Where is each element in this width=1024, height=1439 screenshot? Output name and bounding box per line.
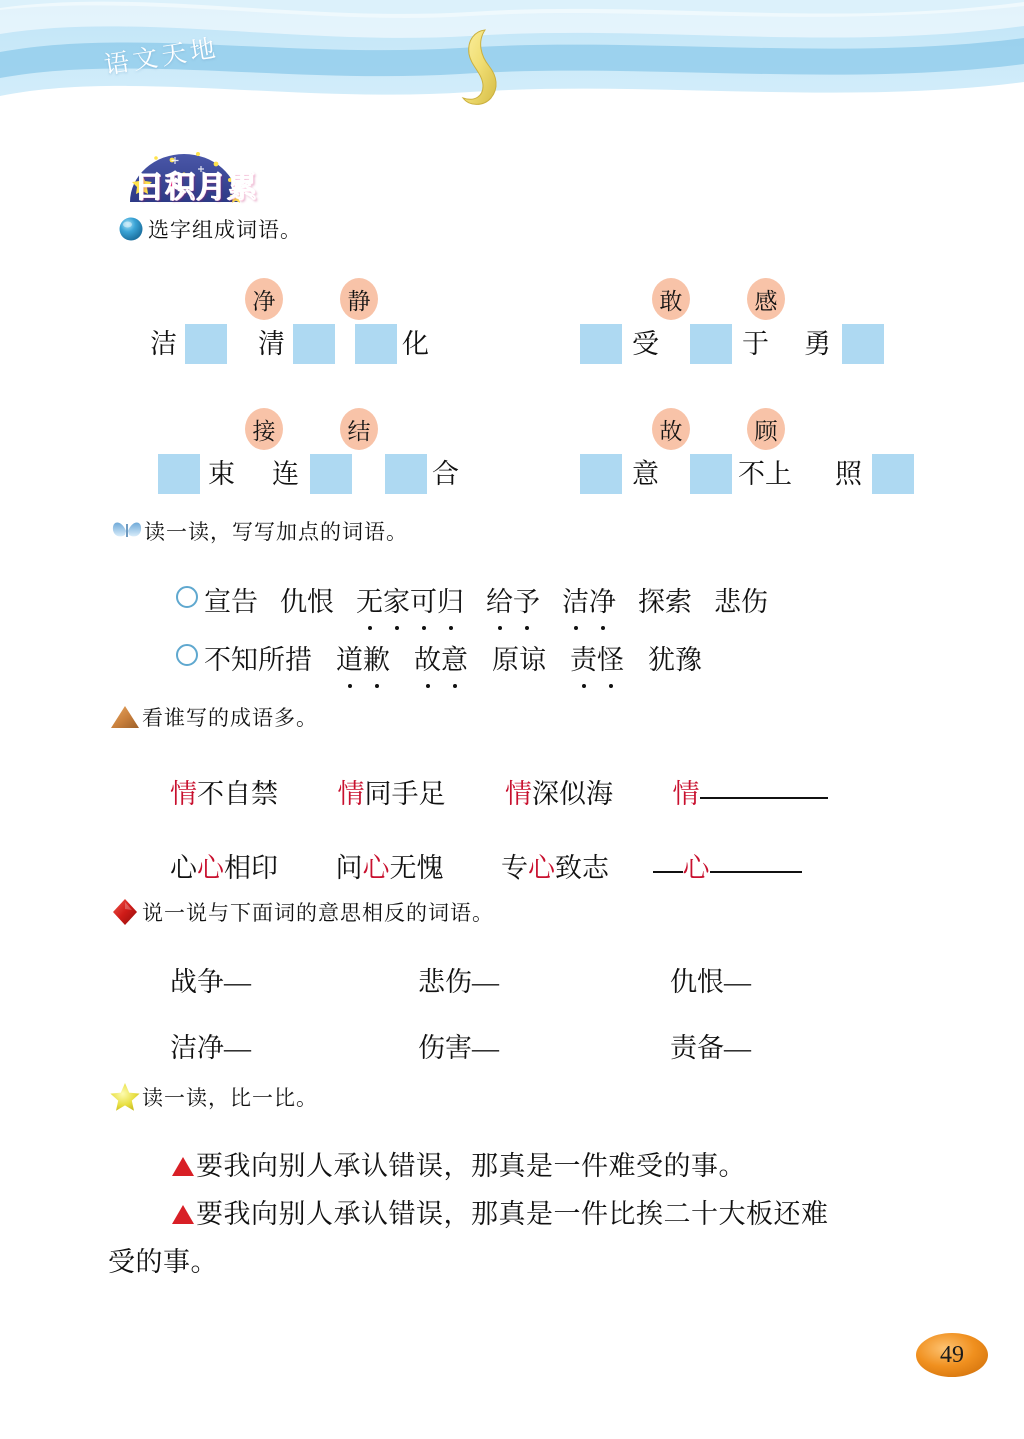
answer-box-12[interactable] xyxy=(872,454,914,494)
word-yuanliang: 原谅 xyxy=(492,645,546,675)
orange-triangle-icon xyxy=(108,702,142,732)
red-triangle-bullet-icon-2 xyxy=(172,1205,194,1224)
choice-row-3 xyxy=(150,452,550,498)
word-wujiakegui-2: 家 xyxy=(383,580,410,619)
unit-logo-badge xyxy=(112,140,312,212)
antonym-2: 悲伤— xyxy=(418,967,499,997)
word-daoqian-2: 歉 xyxy=(363,638,390,677)
idiom-row-2 xyxy=(170,846,802,885)
unit-logo-text: 日积月累 xyxy=(134,170,258,205)
fixed-char-jie: 洁 xyxy=(150,329,177,359)
task-label-3: 看谁写的成语多。 xyxy=(142,706,318,730)
task-label-1: 选字组成词语。 xyxy=(148,218,302,242)
fixed-char-he: 合 xyxy=(432,459,459,489)
word-daoqian-1: 道 xyxy=(336,638,363,677)
word-guyi-1: 故 xyxy=(414,638,441,677)
compare-sentence-2: 要我向别人承认错误，那真是一件比挨二十大板还难 xyxy=(172,1192,829,1231)
choice-heads-4 xyxy=(580,408,950,452)
fixed-char-yi: 意 xyxy=(632,459,659,489)
fixed-char-shou: 受 xyxy=(632,329,659,359)
fixed-char-yu: 于 xyxy=(742,329,769,359)
choice-char-jing-2[interactable]: 静 xyxy=(340,278,378,320)
word-wujiakegui-4: 归 xyxy=(437,580,464,619)
page-number-text: 49 xyxy=(940,1341,964,1368)
choice-char-gan-1[interactable]: 敢 xyxy=(652,278,690,320)
answer-box-1[interactable] xyxy=(185,324,227,364)
choice-heads-1 xyxy=(150,278,550,322)
antonym-4: 洁净— xyxy=(170,1033,251,1063)
choice-row-2 xyxy=(580,322,940,368)
idiom-8-blank[interactable]: 心 xyxy=(653,853,802,883)
idiom-4-blank[interactable]: 情 xyxy=(673,779,828,809)
word-jiyu-1: 给 xyxy=(486,580,513,619)
word-buzhisuocuo: 不知所措 xyxy=(204,645,312,675)
fixed-char-shu: 束 xyxy=(208,459,235,489)
idiom-blank-line-1[interactable] xyxy=(700,797,828,799)
antonym-3: 仇恨— xyxy=(670,967,751,997)
fixed-char-hua: 化 xyxy=(402,329,429,359)
yellow-star-icon xyxy=(108,1082,142,1112)
word-beishang: 悲伤 xyxy=(714,587,768,617)
antonym-6: 责备— xyxy=(670,1033,751,1063)
answer-box-4[interactable] xyxy=(580,324,622,364)
choice-row-4 xyxy=(580,452,950,498)
word-wujiakegui-3: 可 xyxy=(410,580,437,619)
banner-title: 语文天地 xyxy=(102,34,222,80)
task-heading-1 xyxy=(114,214,302,244)
idiom-row-1 xyxy=(170,772,828,811)
antonym-1: 战争— xyxy=(170,967,251,997)
compare-sentence-1: 要我向别人承认错误，那真是一件难受的事。 xyxy=(172,1144,746,1183)
circle-bullet-icon-2 xyxy=(176,644,198,666)
crescent-moon-icon xyxy=(455,28,515,108)
idiom-3: 情深似海 xyxy=(505,779,613,809)
choice-heads-3 xyxy=(150,408,550,452)
fixed-char-qing: 清 xyxy=(258,329,285,359)
word-wujiakegui-1: 无 xyxy=(356,580,383,619)
word-list-line-1 xyxy=(176,580,768,619)
choice-char-gan-2[interactable]: 感 xyxy=(747,278,785,320)
page-banner xyxy=(0,0,1024,128)
blue-sphere-icon xyxy=(114,214,148,244)
answer-box-3[interactable] xyxy=(355,324,397,364)
choice-char-jie-1[interactable]: 接 xyxy=(245,408,283,450)
word-jiyu-2: 予 xyxy=(513,580,540,619)
choice-char-jie-2[interactable]: 结 xyxy=(340,408,378,450)
answer-box-6[interactable] xyxy=(842,324,884,364)
answer-box-7[interactable] xyxy=(158,454,200,494)
task-heading-3 xyxy=(108,702,318,732)
fixed-char-bushang: 不上 xyxy=(738,459,792,489)
circle-bullet-icon xyxy=(176,586,198,608)
red-triangle-bullet-icon-1 xyxy=(172,1157,194,1176)
choice-group-2 xyxy=(580,278,940,368)
answer-box-11[interactable] xyxy=(690,454,732,494)
answer-box-9[interactable] xyxy=(385,454,427,494)
word-chouhen: 仇恨 xyxy=(280,587,334,617)
choice-group-1 xyxy=(150,278,550,368)
idiom-6: 问心无愧 xyxy=(335,853,444,883)
answer-box-10[interactable] xyxy=(580,454,622,494)
answer-box-5[interactable] xyxy=(690,324,732,364)
idiom-blank-line-2b[interactable] xyxy=(710,871,802,873)
word-zeguai-2: 怪 xyxy=(597,638,624,677)
answer-box-2[interactable] xyxy=(293,324,335,364)
idiom-blank-line-2a[interactable] xyxy=(653,871,683,873)
idiom-5: 心心相印 xyxy=(170,853,278,883)
idiom-7: 专心致志 xyxy=(501,853,609,883)
page-number-badge xyxy=(915,1330,989,1380)
choice-group-3 xyxy=(150,408,550,498)
fixed-char-yong: 勇 xyxy=(804,329,831,359)
word-jiejing-2: 净 xyxy=(589,580,616,619)
answer-box-8[interactable] xyxy=(310,454,352,494)
task-heading-4 xyxy=(108,897,494,927)
task-heading-2 xyxy=(110,516,408,546)
word-youyu: 犹豫 xyxy=(648,645,702,675)
idiom-2: 情同手足 xyxy=(337,779,446,809)
task-label-4: 说一说与下面词的意思相反的词语。 xyxy=(142,901,494,925)
word-tansuo: 探索 xyxy=(638,587,692,617)
task-label-2: 读一读，写写加点的词语。 xyxy=(144,520,408,544)
word-list-line-2 xyxy=(176,638,702,677)
antonym-5: 伤害— xyxy=(418,1033,499,1063)
choice-char-gu-1[interactable]: 故 xyxy=(652,408,690,450)
idiom-1: 情不自禁 xyxy=(170,779,278,809)
word-xuangao: 宣告 xyxy=(204,587,258,617)
task-label-5: 读一读，比一比。 xyxy=(142,1086,318,1110)
word-guyi-2: 意 xyxy=(441,638,468,677)
compare-sentence-2-cont: 受的事。 xyxy=(108,1247,218,1277)
word-zeguai-1: 责 xyxy=(570,638,597,677)
butterfly-icon xyxy=(110,516,144,546)
fixed-char-zhao: 照 xyxy=(835,459,862,489)
choice-char-jing-1[interactable]: 净 xyxy=(245,278,283,320)
choice-group-4 xyxy=(580,408,950,498)
word-jiejing-1: 洁 xyxy=(562,580,589,619)
choice-row-1 xyxy=(150,322,550,368)
fixed-char-lian: 连 xyxy=(272,459,299,489)
choice-heads-2 xyxy=(580,278,940,322)
choice-char-gu-2[interactable]: 顾 xyxy=(747,408,785,450)
task-heading-5 xyxy=(108,1082,318,1112)
red-diamond-icon xyxy=(108,897,142,927)
